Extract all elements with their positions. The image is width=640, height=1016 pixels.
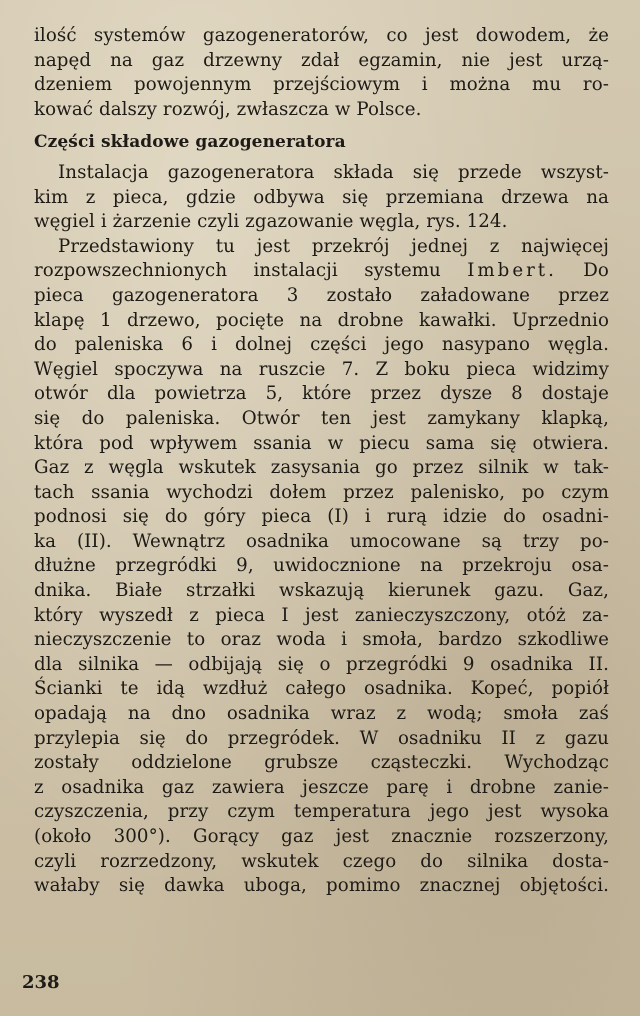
text-line: Przedstawiony tu jest przekrój jednej z najwięcej <box>58 235 609 257</box>
text-line: dzeniem powojennym przejściowym i można mu ro- <box>34 74 609 96</box>
text-line: czyli rozrzedzony, wskutek czego do silnika dosta- <box>34 850 609 872</box>
text-line: Ścianki te idą wzdłuż całego osadnika. Kopeć, popiół <box>34 678 609 700</box>
text-line: Gaz z węgla wskutek zasysania go przez silnik w tak- <box>34 457 609 479</box>
text-line: zostały oddzielone grubsze cząsteczki. Wychodząc <box>34 752 609 774</box>
text-line: węgiel i żarzenie czyli zgazowanie węgla, rys. 124. <box>34 211 508 233</box>
text-line: klapę 1 drzewo, pocięte na drobne kawałki. Uprzednio <box>34 309 609 331</box>
spaced-name-imbert: Imbert. <box>467 260 557 282</box>
intro-paragraph <box>34 24 609 122</box>
paragraph-2 <box>34 235 609 899</box>
page-body-text <box>34 24 609 899</box>
text-line: podnosi się do góry pieca (I) i rurą idzie do osadni- <box>34 506 609 528</box>
text-line: który wyszedł z pieca I jest zanieczyszczony, otóż za- <box>34 604 609 626</box>
text-line: nieczyszczenie to oraz woda i smoła, bardzo szkodliwe <box>34 629 609 651</box>
text-line: która pod wpływem ssania w piecu sama się otwiera. <box>34 432 609 454</box>
text-line: dla silnika — odbijają się o przegródki 9 osadnika II. <box>34 653 609 675</box>
text-line: tach ssania wychodzi dołem przez palenisko, po czym <box>34 481 609 503</box>
text-line: z osadnika gaz zawiera jeszcze parę i drobne zanie- <box>34 776 609 798</box>
text-line: napęd na gaz drzewny zdał egzamin, nie jest urzą- <box>34 49 609 71</box>
text-line: kować dalszy rozwój, zwłaszcza w Polsce. <box>34 98 422 120</box>
text-line: przylepia się do przegródek. W osadniku II z gazu <box>34 727 609 749</box>
text-line: ka (II). Wewnątrz osadnika umocowane są trzy po- <box>34 530 609 552</box>
text-line: otwór dla powietrza 5, które przez dysze 8 dostaje <box>34 383 609 405</box>
text-line: czyszczenia, przy czym temperatura jego jest wysoka <box>34 801 609 823</box>
text-line: się do paleniska. Otwór ten jest zamykany klapką, <box>34 407 609 429</box>
text-line: kim z pieca, gdzie odbywa się przemiana drzewa na <box>34 186 609 208</box>
text-line: dnika. Białe strzałki wskazują kierunek gazu. Gaz, <box>34 580 609 602</box>
text-line: wałaby się dawka uboga, pomimo znacznej objętości. <box>34 875 609 897</box>
text-run: rozpowszechnionych instalacji systemu <box>34 260 468 282</box>
text-line: Instalacja gazogeneratora składa się przede wszyst- <box>58 161 609 183</box>
text-line: opadają na dno osadnika wraz z wodą; smoła zaś <box>34 703 609 725</box>
text-line: Węgiel spoczywa na ruszcie 7. Z boku pieca widzimy <box>34 358 609 380</box>
paragraph-1 <box>34 161 609 235</box>
text-line: ilość systemów gazogeneratorów, co jest dowodem, że <box>34 25 609 46</box>
text-line: dłużne przegródki 9, uwidocznione na przekroju osa- <box>34 555 609 577</box>
page-number: 238 <box>22 972 60 993</box>
text-line: do paleniska 6 i dolnej części jego nasypano węgla. <box>34 334 609 356</box>
text-line: (około 300°). Gorący gaz jest znacznie rozszerzony, <box>34 826 609 847</box>
text-line-with-name <box>34 259 609 284</box>
section-heading: Części składowe gazogeneratora <box>34 132 346 153</box>
text-run: Do <box>556 260 609 282</box>
text-line: pieca gazogeneratora 3 zostało załadowane przez <box>34 284 609 306</box>
